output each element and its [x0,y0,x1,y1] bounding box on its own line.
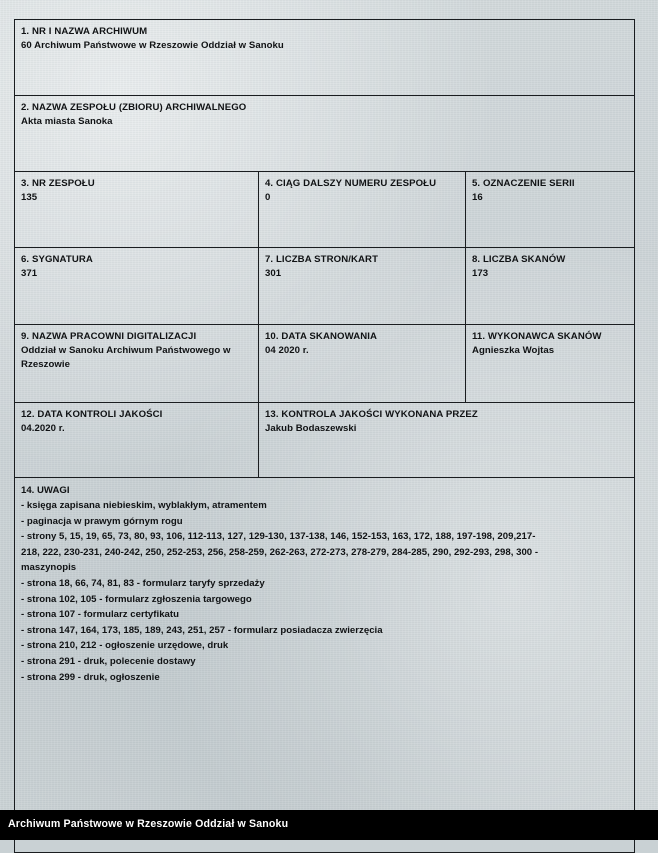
field-9-value: Oddział w Sanoku Archiwum Państwowego w Rzeszowie [21,345,231,370]
field-12-value: 04.2020 r. [21,423,65,434]
field-7-label: 7. LICZBA STRON/KART [265,254,379,265]
field-11-scan-operator-cell [466,325,635,403]
field-5-label: 5. OZNACZENIE SERII [472,178,575,189]
field-4-fonds-number-continued-cell [259,172,466,248]
field-3-value: 135 [21,192,38,203]
field-7-page-count-cell [259,248,466,325]
field-14-remark-line: - strona 102, 105 - formularz zgłoszenia targowego [21,593,252,605]
field-14-remark-line: - strona 18, 66, 74, 81, 83 - formularz taryfy sprzedaży [21,577,265,589]
field-1-value: 60 Archiwum Państwowe w Rzeszowie Oddział w Sanoku [21,40,284,51]
field-3-label: 3. NR ZESPOŁU [21,178,95,189]
field-5-value: 16 [472,192,483,203]
form-row-2 [15,96,635,172]
field-14-remark-line: - paginacja w prawym górnym rogu [21,515,183,527]
form-row-3 [15,172,635,248]
field-14-remark-line: - strona 107 - formularz certyfikatu [21,609,179,621]
field-10-label: 10. DATA SKANOWANIA [265,331,378,342]
form-row-1 [15,20,635,96]
field-12-quality-check-date-cell [15,403,259,478]
footer-bar [0,810,658,840]
field-14-remark-line: - strona 299 - druk, ogłoszenie [21,671,160,683]
field-11-value: Agnieszka Wojtas [472,345,555,356]
field-10-scan-date-cell [259,325,466,403]
footer-institution-name: Archiwum Państwowe w Rzeszowie Oddział w Sanoku [8,818,289,830]
field-14-remark-line: - strona 147, 164, 173, 185, 189, 243, 251, 257 - formularz posiadacza zwierzęcia [21,624,383,636]
field-14-label: 14. UWAGI [21,485,70,496]
field-11-label: 11. WYKONAWCA SKANÓW [472,331,602,342]
field-14-remark-line: - strona 210, 212 - ogłoszenie urzędowe, druk [21,640,229,652]
field-7-value: 301 [265,268,282,279]
form-row-7 [15,478,635,853]
field-2-fonds-name-cell [15,96,635,172]
field-6-label: 6. SYGNATURA [21,254,93,265]
field-1-label: 1. NR I NAZWA ARCHIWUM [21,26,148,37]
field-14-remark-line: - strona 291 - druk, polecenie dostawy [21,655,196,667]
field-9-label: 9. NAZWA PRACOWNI DIGITALIZACJI [21,331,197,342]
field-12-label: 12. DATA KONTROLI JAKOŚCI [21,409,163,420]
field-14-remark-line: - strony 5, 15, 19, 65, 73, 80, 93, 106, 112-113, 127, 129-130, 137-138, 146, 152-153, 163, 172, 188, 197-198, 209,217- [21,531,536,543]
form-row-4 [15,248,635,325]
field-4-value: 0 [265,192,271,203]
field-8-value: 173 [472,268,489,279]
field-13-value: Jakub Bodaszewski [265,423,357,434]
field-6-signature-cell [15,248,259,325]
field-13-quality-check-by-cell [259,403,635,478]
field-4-label: 4. CIĄG DALSZY NUMERU ZESPOŁU [265,178,437,189]
field-8-label: 8. LICZBA SKANÓW [472,254,566,265]
form-row-5 [15,325,635,403]
field-10-value: 04 2020 r. [265,345,309,356]
field-2-label: 2. NAZWA ZESPOŁU (ZBIORU) ARCHIWALNEGO [21,102,247,113]
field-5-series-designation-cell [466,172,635,248]
field-9-digitization-lab-cell [15,325,259,403]
field-14-remark-line: - księga zapisana niebieskim, wyblakłym, atramentem [21,500,267,511]
field-8-scan-count-cell [466,248,635,325]
field-14-remark-line: maszynopis [21,562,77,574]
field-14-remark-line: 218, 222, 230-231, 240-242, 250, 252-253, 256, 258-259, 262-263, 272-273, 278-279, 284-285, 290, 292-293, 298, 300 - [21,546,539,558]
field-13-label: 13. KONTROLA JAKOŚCI WYKONANA PRZEZ [265,409,478,420]
archival-information-form [14,19,635,853]
field-2-value: Akta miasta Sanoka [21,116,113,127]
field-14-remarks-list [21,498,629,685]
form-row-6 [15,403,635,478]
field-6-value: 371 [21,268,38,279]
field-3-fonds-number-cell [15,172,259,248]
field-14-remarks-cell [15,478,635,853]
field-1-archive-name-cell [15,20,635,96]
